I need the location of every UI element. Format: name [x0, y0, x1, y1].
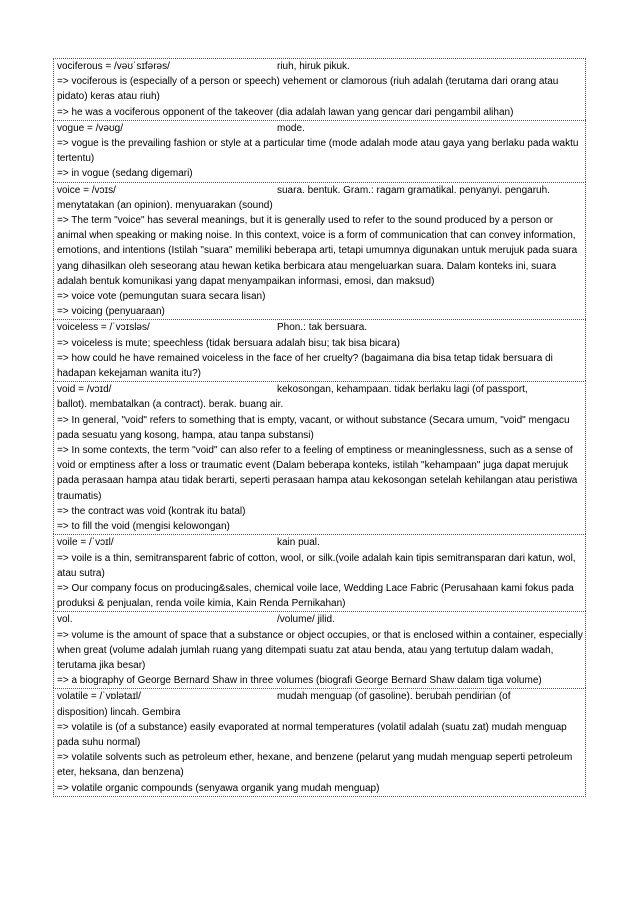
- example-line: => In some contexts, the term "void" can also refer to a feeling of emptiness or meaninglessness, such as a sense of void or emptiness after a loss or traumatic event (Dalam beberapa konteks, istilah "kehampaan" juga dapat merujuk pada perasaan hampa atau tidak berarti, seperti perasaan hampa atau kekosongan setelah kehilangan atau peristiwa traumatis): [57, 445, 578, 502]
- example-line: => volatile organic compounds (senyawa organik yang mudah menguap): [57, 782, 380, 794]
- example-line: => a biography of George Bernard Shaw in three volumes (biografi George Bernard Shaw dalam tiga volume): [57, 675, 542, 687]
- example-line: => to fill the void (mengisi kelowongan): [57, 521, 230, 533]
- example-line: => voice vote (pemungutan suara secara lisan): [57, 291, 266, 303]
- entry-vol: [53, 611, 586, 688]
- entry-term: voice = /vɔɪs/: [57, 184, 116, 196]
- example-line: => how could he have remained voiceless in the face of her cruelty? (bagaimana dia bisa tetap tidak bersuara di hadapan kekejaman wanita itu?): [57, 352, 553, 380]
- definition-continuation: ballot). membatalkan (a contract). berak. buang air.: [57, 399, 284, 411]
- example-line: => the contract was void (kontrak itu batal): [57, 505, 246, 517]
- dictionary-page: [53, 58, 586, 797]
- entry-definition: mode.: [277, 122, 305, 134]
- entry-voile: [53, 534, 586, 611]
- example-line: => in vogue (sedang digemari): [57, 168, 193, 180]
- example-line: => Our company focus on producing&sales, chemical voile lace, Wedding Lace Fabric (Perusahaan kami fokus pada produksi & penjualan, renda voile kimia, Kain Renda Pernikahan): [57, 582, 574, 610]
- entry-term: volatile = /ˈvɒlətaɪl/: [57, 691, 141, 703]
- entry-definition: kekosongan, kehampaan. tidak berlaku lagi (of passport,: [277, 384, 528, 396]
- example-line: => voiceless is mute; speechless (tidak bersuara adalah bisu; tak bisa bicara): [57, 337, 400, 349]
- entry-term: voile = /ˈvɔɪl/: [57, 537, 114, 549]
- example-line: => voicing (penyuaraan): [57, 306, 165, 318]
- example-line: => The term "voice" has several meanings, but it is generally used to refer to the sound produced by a person or animal when speaking or making noise. In this context, voice is a form of communication that can convey information, emotions, and intentions (Istilah "suara" memiliki beberapa arti, tetapi umumnya digunakan untuk merujuk pada suara yang dihasilkan oleh seseorang atau hewan ketika berbicara atau mengeluarkan suara. Dalam konteks ini, suara adalah bentuk komunikasi yang dapat menyampaikan informasi, emosi, dan maksud): [57, 215, 578, 287]
- entry-term: void = /vɔɪd/: [57, 384, 112, 396]
- example-line: => vogue is the prevailing fashion or style at a particular time (mode adalah mode atau gaya yang berlaku pada waktu tertentu): [57, 138, 579, 165]
- entry-definition: riuh, hiruk pikuk.: [277, 61, 350, 72]
- example-line: => vociferous is (especially of a person or speech) vehement or clamorous (riuh adalah (terutama dari orang atau pidato) keras atau riuh): [57, 76, 559, 103]
- entry-term: vociferous = /vəʊˈsɪfərəs/: [57, 61, 170, 72]
- example-line: => voile is a thin, semitransparent fabric of cotton, wool, or silk.(voile adalah kain tipis semitransparan dari katun, wol, atau sutra): [57, 552, 576, 579]
- entry-voice: [53, 182, 586, 320]
- entry-term: voiceless = /ˈvɔɪsləs/: [57, 322, 150, 334]
- entry-vociferous: [53, 58, 586, 120]
- definition-continuation: menytatakan (an opinion). menyuarakan (sound): [57, 199, 273, 211]
- entry-term: vol.: [57, 614, 73, 626]
- example-line: => volatile is (of a substance) easily evaporated at normal temperatures (volatil adalah (suatu zat) mudah menguap pada suhu normal): [57, 721, 567, 748]
- entry-definition: mudah menguap (of gasoline). berubah pendirian (of: [277, 691, 511, 703]
- example-line: => In general, "void" refers to something that is empty, vacant, or without substance (Secara umum, "void" mengacu pada sesuatu yang kosong, hampa, atau tanpa substansi): [57, 414, 570, 441]
- entry-vogue: [53, 120, 586, 182]
- entry-definition: /volume/ jilid.: [277, 614, 335, 626]
- entry-term: vogue = /vəʊɡ/: [57, 122, 124, 134]
- entry-definition: suara. bentuk. Gram.: ragam gramatikal. penyanyi. pengaruh.: [277, 184, 550, 196]
- example-line: => volatile solvents such as petroleum ether, hexane, and benzene (pelarut yang mudah menguap seperti petroleum eter, heksana, dan benzena): [57, 752, 573, 779]
- entry-definition: kain pual.: [277, 537, 320, 549]
- example-line: => volume is the amount of space that a substance or object occupies, or that is enclosed within a container, especially when great (volume adalah jumlah ruang yang ditempati suatu zat atau benda, atau yang tertutup dalam wadah, terutama jika besar): [57, 629, 583, 671]
- entry-definition: Phon.: tak bersuara.: [277, 322, 368, 334]
- example-line: => he was a vociferous opponent of the takeover (dia adalah lawan yang gencar dari pengambil alihan): [57, 106, 514, 118]
- entry-voiceless: [53, 319, 586, 381]
- entry-void: [53, 381, 586, 534]
- definition-continuation: disposition) lincah. Gembira: [57, 706, 181, 718]
- entry-volatile: [53, 688, 586, 796]
